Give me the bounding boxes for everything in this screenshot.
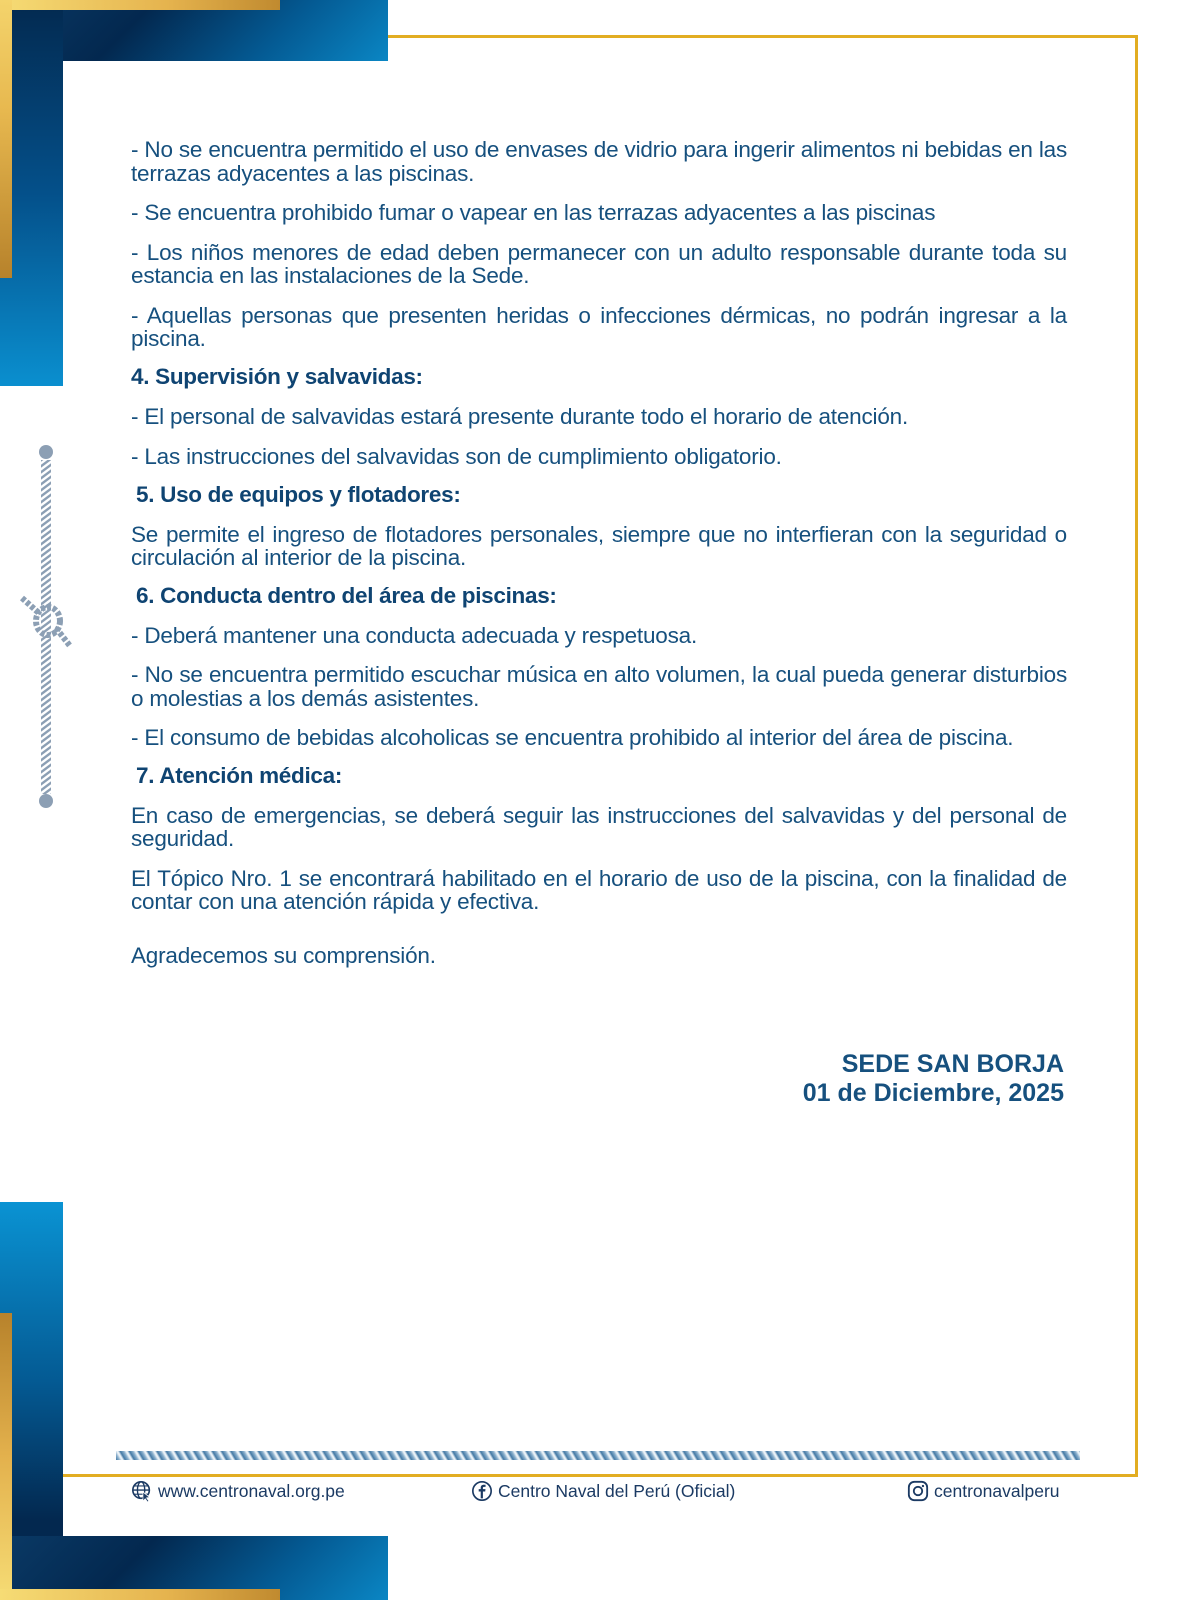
frame-top-gold-bar xyxy=(0,0,280,10)
rope-divider xyxy=(116,1451,1080,1460)
rule-behavior: - Deberá mantener una conducta adecuada y respetuosa. xyxy=(131,622,698,648)
footer-instagram-link[interactable] xyxy=(907,1478,1060,1504)
rule-emergencies: En caso de emergencias, se deberá seguir las instrucciones del salvavidas y del personal de seguridad. xyxy=(131,802,1067,851)
facebook-icon xyxy=(471,1480,493,1502)
rule-alcohol: - El consumo de bebidas alcoholicas se encuentra prohibido al interior del área de piscina. xyxy=(131,725,1014,750)
signature-block xyxy=(803,1050,1064,1108)
rule-medical-topic: El Tópico Nro. 1 se encontrará habilitado en el horario de uso de la piscina, con la finalidad de contar con una atención rápida y efectiva. xyxy=(131,865,1067,914)
rule-lifeguard-presence: - El personal de salvavidas estará presente durante todo el horario de atención. xyxy=(131,403,908,429)
globe-icon xyxy=(131,1480,153,1502)
document-body xyxy=(131,138,1067,967)
rule-music-volume: - No se encuentra permitido escuchar música en alto volumen, la cual pueda generar disturbios o molestias a los demás asistentes. xyxy=(131,662,1067,711)
rule-floaters: Se permite el ingreso de flotadores personales, siempre que no interfieran con la seguridad o circulación al interior de la piscina. xyxy=(131,521,1067,570)
facebook-label: Centro Naval del Perú (Oficial) xyxy=(498,1480,736,1501)
footer-website-link[interactable] xyxy=(131,1478,345,1504)
rope-knot-decoration xyxy=(18,440,78,812)
instagram-icon xyxy=(907,1480,929,1502)
frame-left-gold-strip-top xyxy=(0,0,12,278)
gold-frame-right xyxy=(1135,35,1138,1477)
rule-lifeguard-instructions: - Las instrucciones del salvavidas son de cumplimiento obligatorio. xyxy=(131,444,782,469)
rule-wounds-infections: - Aquellas personas que presenten heridas o infecciones dérmicas, no podrán ingresar a la piscina. xyxy=(131,302,1067,351)
rule-no-smoking: - Se encuentra prohibido fumar o vapear en las terrazas adyacentes a las piscinas xyxy=(131,200,936,225)
section-heading-supervision: 4. Supervisión y salvavidas: xyxy=(131,363,423,389)
closing-thanks: Agradecemos su comprensión. xyxy=(131,942,436,968)
frame-left-gold-strip-bottom xyxy=(0,1313,12,1600)
gold-frame-top xyxy=(388,35,1138,38)
instagram-label: centronavalperu xyxy=(934,1480,1060,1501)
section-heading-equipment: 5. Uso de equipos y flotadores: xyxy=(136,481,461,507)
section-heading-conduct: 6. Conducta dentro del área de piscinas: xyxy=(136,582,557,608)
signature-location: SEDE SAN BORJA xyxy=(841,1050,1064,1078)
footer-facebook-link[interactable] xyxy=(471,1478,735,1504)
rope-knot-icon xyxy=(18,440,78,812)
rule-glass-containers: - No se encuentra permitido el uso de envases de vidrio para ingerir alimentos ni bebidas en las terrazas adyacentes a las piscinas. xyxy=(131,137,1067,186)
frame-bottom-gold-bar xyxy=(0,1589,280,1600)
signature-date: 01 de Diciembre, 2025 xyxy=(802,1079,1064,1107)
rule-children-supervision: - Los niños menores de edad deben permanecer con un adulto responsable durante toda su estancia en las instalaciones de la Sede. xyxy=(131,239,1067,288)
gold-frame-bottom xyxy=(63,1474,1138,1477)
website-label: www.centronaval.org.pe xyxy=(158,1480,345,1501)
section-heading-medical: 7. Atención médica: xyxy=(136,762,343,788)
